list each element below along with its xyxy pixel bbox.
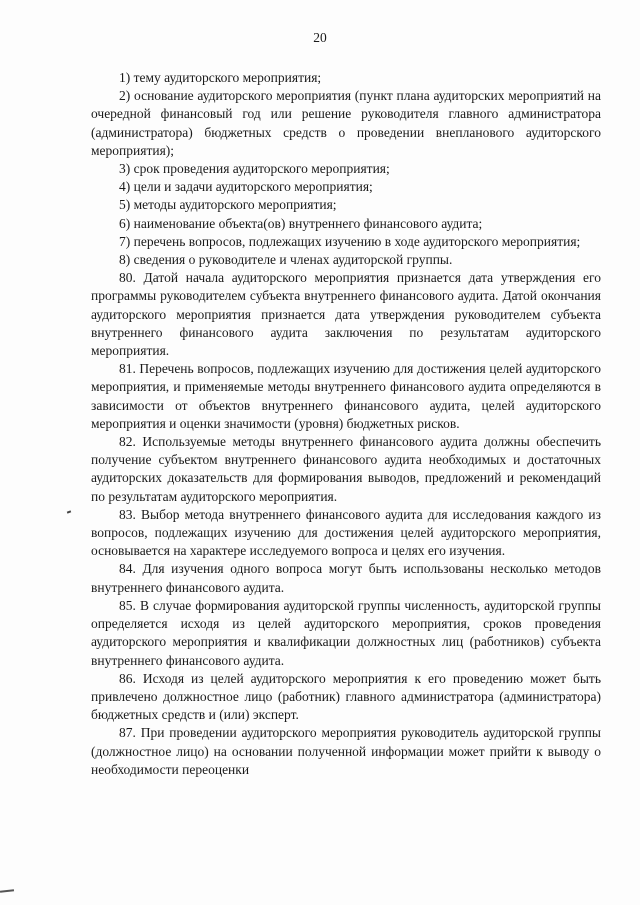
paragraph-81: 81. Перечень вопросов, подлежащих изучению для достижения целей аудиторского мероприятия, и применяемые методы внутреннего финансового аудита определяются в зависимости от объектов внутреннего финансового аудита, целей аудиторского мероприятия и оценки значимости (уровня) бюджетных рисков. — [91, 361, 601, 431]
list-item: 7) перечень вопросов, подлежащих изучению в ходе аудиторского мероприятия; — [119, 233, 581, 249]
list-item: 1) тему аудиторского мероприятия; — [119, 70, 322, 85]
page-number: 20 — [313, 30, 327, 45]
list-item: 6) наименование объекта(ов) внутреннего финансового аудита; — [119, 215, 483, 231]
paragraph-83: 83. Выбор метода внутреннего финансового аудита для исследования каждого из вопросов, подлежащих изучению для достижения целей аудиторского мероприятия, основывается на характере исследуемого вопроса и целях его изучения. — [91, 506, 601, 559]
paragraph-86: 86. Исходя из целей аудиторского мероприятия к его проведению может быть привлечено должностное лицо (работник) главного администратора (администратора) бюджетных средств и (или) эксперт. — [91, 670, 601, 723]
paragraph-82: 82. Используемые методы внутреннего финансового аудита должны обеспечить получение субъектом внутреннего финансового аудита необходимых и достаточных аудиторских доказательств для формирования выводов, предложений и рекомендаций по результатам аудиторского мероприятия. — [91, 434, 601, 504]
paragraph-80: 80. Датой начала аудиторского мероприятия признается дата утверждения его программы руководителем субъекта внутреннего финансового аудита. Датой окончания аудиторского мероприятия признается дата утверждения руководителем субъекта внутреннего финансового аудита заключения по результатам аудиторского мероприятия. — [91, 270, 601, 359]
paragraph-85: 85. В случае формирования аудиторской группы численность, аудиторской группы определяется исходя из целей аудиторского мероприятия, сроков проведения аудиторского мероприятия и квалификации должностных лиц (работников) субъекта внутреннего финансового аудита. — [91, 597, 601, 668]
paragraph-84: 84. Для изучения одного вопроса могут быть использованы несколько методов внутреннего финансового аудита. — [91, 561, 601, 595]
list-item: 4) цели и задачи аудиторского мероприятия; — [119, 179, 373, 195]
list-item: 8) сведения о руководителе и членах аудиторской группы. — [119, 252, 453, 268]
list-item: 5) методы аудиторского мероприятия; — [119, 197, 337, 213]
document-body — [91, 69, 601, 779]
list-item: 3) срок проведения аудиторского мероприятия; — [119, 161, 390, 177]
paragraph-87: 87. При проведении аудиторского мероприятия руководитель аудиторской группы (должностное лицо) на основании полученной информации может прийти к выводу о необходимости переоценки — [91, 725, 601, 777]
scan-edge-mark — [0, 889, 14, 892]
scan-speck — [67, 510, 71, 513]
list-item: 2) основание аудиторского мероприятия (пункт плана аудиторских мероприятий на очередной финансовый год или решение руководителя главного администратора (администратора) бюджетных средств о проведении внепланового аудиторского мероприятия); — [91, 88, 601, 158]
